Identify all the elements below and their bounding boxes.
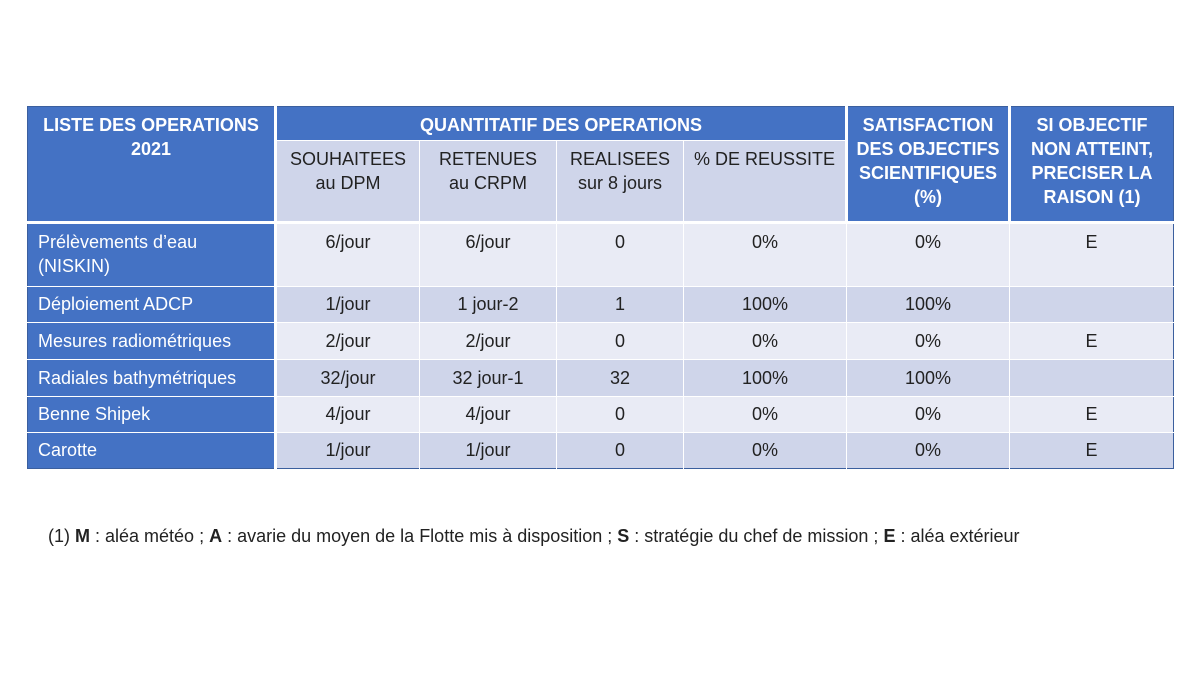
cell-retenues: 2/jour xyxy=(420,323,557,360)
header-liste-operations: LISTE DES OPERATIONS 2021 xyxy=(28,107,276,223)
subheader-reussite xyxy=(684,141,847,223)
cell-satisfaction: 100% xyxy=(847,287,1010,323)
cell-retenues: 1 jour-2 xyxy=(420,287,557,323)
cell-satisfaction: 100% xyxy=(847,360,1010,397)
subheader-line1: % DE REUSSITE xyxy=(693,149,836,169)
footnote-text-a: : avarie du moyen de la Flotte mis à disposition ; xyxy=(222,526,618,546)
cell-reussite: 0% xyxy=(684,397,847,433)
footnote-key-a: A xyxy=(209,526,223,546)
subheader-line2: sur 8 jours xyxy=(577,173,663,193)
cell-retenues: 6/jour xyxy=(420,223,557,287)
cell-retenues: 4/jour xyxy=(420,397,557,433)
cell-retenues: 1/jour xyxy=(420,433,557,469)
cell-satisfaction: 0% xyxy=(847,397,1010,433)
footnote-prefix: (1) xyxy=(48,526,75,546)
row-name: Carotte xyxy=(28,433,276,469)
cell-satisfaction: 0% xyxy=(847,223,1010,287)
cell-souhaitees: 32/jour xyxy=(276,360,420,397)
cell-souhaitees: 1/jour xyxy=(276,287,420,323)
footnote-text-s: : stratégie du chef de mission ; xyxy=(629,526,884,546)
row-name: Radiales bathymétriques xyxy=(28,360,276,397)
cell-souhaitees: 1/jour xyxy=(276,433,420,469)
subheader-line1: RETENUES xyxy=(438,149,537,169)
table-row xyxy=(28,433,1174,469)
cell-realisees: 32 xyxy=(557,360,684,397)
header-satisfaction: SATISFACTION DES OBJECTIFS SCIENTIFIQUES (%) xyxy=(847,107,1010,223)
subheader-line2: au CRPM xyxy=(448,173,528,193)
footnote xyxy=(48,524,1168,548)
table-row xyxy=(28,223,1174,287)
cell-satisfaction: 0% xyxy=(847,433,1010,469)
footnote-key-m: M xyxy=(75,526,90,546)
cell-realisees: 1 xyxy=(557,287,684,323)
cell-raison xyxy=(1010,287,1174,323)
row-name: Prélèvements d’eau (NISKIN) xyxy=(28,223,276,287)
cell-reussite: 100% xyxy=(684,360,847,397)
subheader-souhaitees xyxy=(276,141,420,223)
cell-raison: E xyxy=(1010,397,1174,433)
cell-satisfaction: 0% xyxy=(847,323,1010,360)
cell-reussite: 0% xyxy=(684,323,847,360)
cell-raison xyxy=(1010,360,1174,397)
cell-reussite: 100% xyxy=(684,287,847,323)
cell-raison: E xyxy=(1010,323,1174,360)
header-raison: SI OBJECTIF NON ATTEINT, PRECISER LA RAISON (1) xyxy=(1010,107,1174,223)
cell-souhaitees: 2/jour xyxy=(276,323,420,360)
cell-realisees: 0 xyxy=(557,397,684,433)
footnote-text-m: : aléa météo ; xyxy=(90,526,210,546)
cell-retenues: 32 jour-1 xyxy=(420,360,557,397)
cell-realisees: 0 xyxy=(557,433,684,469)
cell-realisees: 0 xyxy=(557,323,684,360)
footnote-key-s: S xyxy=(617,526,630,546)
operations-table xyxy=(27,106,1174,469)
subheader-line2: au DPM xyxy=(315,173,381,193)
footnote-text-e: : aléa extérieur xyxy=(895,526,1020,546)
cell-raison: E xyxy=(1010,223,1174,287)
table-row xyxy=(28,287,1174,323)
row-name: Mesures radiométriques xyxy=(28,323,276,360)
subheader-realisees xyxy=(557,141,684,223)
subheader-line1: REALISEES xyxy=(569,149,671,169)
cell-souhaitees: 4/jour xyxy=(276,397,420,433)
table-row xyxy=(28,360,1174,397)
footnote-key-e: E xyxy=(883,526,896,546)
subheader-line1: SOUHAITEES xyxy=(289,149,407,169)
cell-realisees: 0 xyxy=(557,223,684,287)
header-quantitatif: QUANTITATIF DES OPERATIONS xyxy=(276,107,847,141)
row-name: Benne Shipek xyxy=(28,397,276,433)
table-row xyxy=(28,397,1174,433)
cell-raison: E xyxy=(1010,433,1174,469)
subheader-retenues xyxy=(420,141,557,223)
row-name: Déploiement ADCP xyxy=(28,287,276,323)
table-row xyxy=(28,323,1174,360)
cell-reussite: 0% xyxy=(684,223,847,287)
cell-reussite: 0% xyxy=(684,433,847,469)
cell-souhaitees: 6/jour xyxy=(276,223,420,287)
